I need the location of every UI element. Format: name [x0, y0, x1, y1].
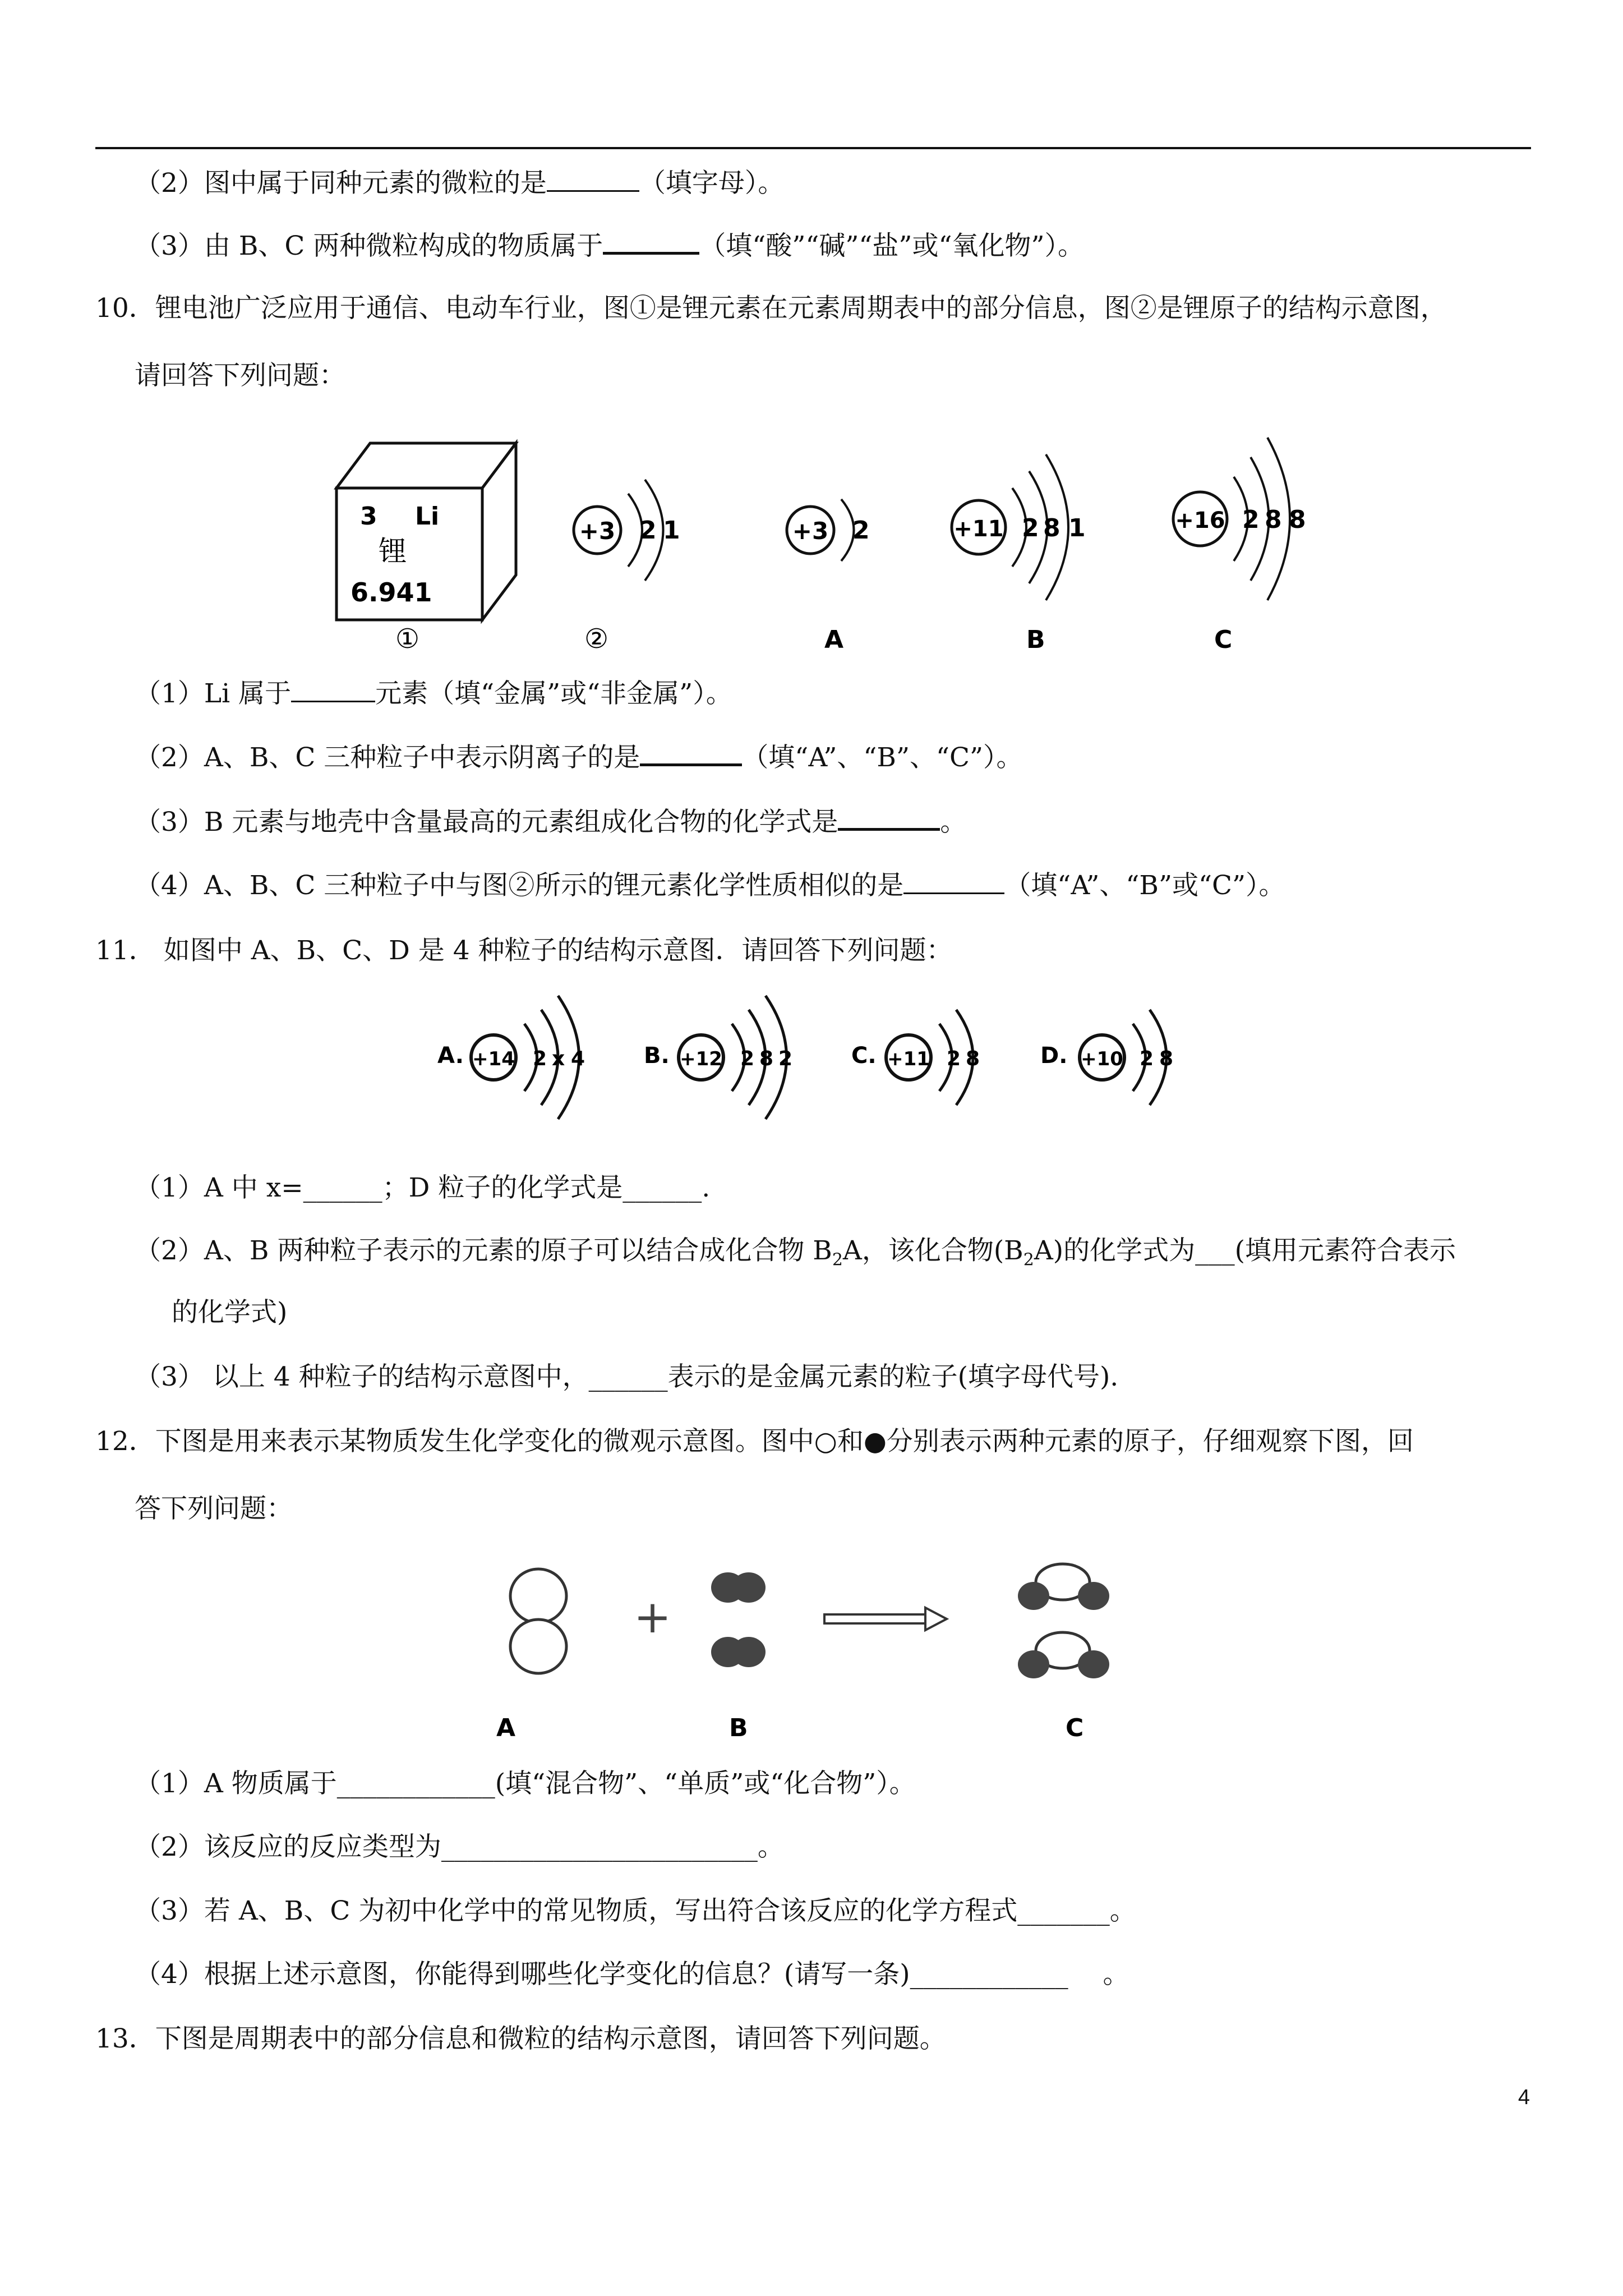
- svg-text:+3: +3: [579, 517, 616, 545]
- label-c: C: [1214, 625, 1233, 654]
- svg-text:+16: +16: [1175, 508, 1225, 533]
- atom-li: [574, 480, 680, 581]
- svg-text:2: 2: [1242, 505, 1260, 534]
- cell-mass: 6.941: [351, 577, 432, 608]
- q9-sub2-blank[interactable]: [547, 165, 639, 192]
- q12-stem-1: 12．下图是用来表示某物质发生化学变化的微观示意图。图中○和●分别表示两种元素的原子，仔细观察下图，回: [95, 1426, 1414, 1457]
- q11-sub1: （1）A 中 x=______；D 粒子的化学式是______.: [135, 1172, 711, 1203]
- q11-sub2-cont: 的化学式): [172, 1297, 288, 1328]
- q11-atom-a: [437, 996, 585, 1119]
- cell-number: 3: [360, 502, 377, 531]
- q9-sub2-text: （2）图中属于同种元素的微粒的是: [135, 168, 547, 199]
- label-a: A: [824, 625, 844, 654]
- svg-text:+11: +11: [953, 516, 1004, 542]
- q10-sub1-blank[interactable]: [291, 676, 375, 702]
- svg-text:2: 2: [1022, 514, 1039, 542]
- q12-sub2: （2）该反应的反应类型为________________________。: [135, 1832, 784, 1862]
- q9-sub3-blank[interactable]: [603, 227, 699, 255]
- label-1: ①: [395, 623, 420, 655]
- svg-text:2: 2: [778, 1047, 793, 1070]
- page-number: 4: [1518, 2086, 1530, 2109]
- svg-text:8: 8: [759, 1047, 774, 1070]
- q10-sub3-blank[interactable]: [838, 803, 940, 831]
- svg-text:C.: C.: [851, 1043, 877, 1069]
- q12-sub1: （1）A 物质属于____________(填“混合物”、“单质”或“化合物”）。: [135, 1768, 916, 1799]
- q11-sub3: （3） 以上 4 种粒子的结构示意图中，______表示的是金属元素的粒子(填字母代号).: [135, 1361, 1119, 1392]
- q10-stem-2: 请回答下列问题：: [135, 360, 345, 391]
- q10-sub2-blank[interactable]: [640, 739, 742, 766]
- svg-text:2: 2: [947, 1047, 961, 1070]
- q12-label-c: C: [1066, 1714, 1084, 1742]
- q11-atom-b: [644, 996, 792, 1119]
- label-2: ②: [584, 623, 609, 655]
- header-rule: [95, 147, 1531, 149]
- svg-text:2: 2: [533, 1047, 547, 1070]
- q10-sub1: （1）Li 属于 元素（填“金属”或“非金属”）。: [135, 676, 732, 711]
- svg-text:8: 8: [1265, 505, 1282, 534]
- svg-text:2: 2: [639, 516, 657, 545]
- svg-text:8: 8: [1159, 1047, 1174, 1070]
- svg-text:4: 4: [571, 1047, 585, 1070]
- molecule-b: [711, 1572, 766, 1667]
- svg-text:8: 8: [1043, 514, 1061, 542]
- atom-a: [787, 499, 870, 561]
- svg-text:2: 2: [740, 1047, 755, 1070]
- q9-sub3: [135, 227, 1084, 263]
- svg-text:2: 2: [1140, 1047, 1154, 1070]
- q12-label-a: A: [496, 1714, 516, 1742]
- q12-sub4: （4）根据上述示意图，你能得到哪些化学变化的信息？(请写一条)____________ 。: [135, 1959, 1129, 1990]
- q12-label-b: B: [729, 1714, 748, 1742]
- q10-sub4-blank[interactable]: [903, 868, 1004, 894]
- svg-text:+14: +14: [472, 1048, 515, 1070]
- label-b: B: [1026, 625, 1045, 654]
- molecule-a: [510, 1569, 566, 1673]
- q11-atom-c: [851, 1010, 980, 1105]
- svg-text:D.: D.: [1040, 1043, 1068, 1069]
- plus-sign: +: [634, 1591, 672, 1643]
- svg-text:A.: A.: [437, 1043, 464, 1069]
- q13-stem: 13．下图是周期表中的部分信息和微粒的结构示意图，请回答下列问题。: [95, 2023, 946, 2054]
- q11-figure: [432, 979, 1217, 1147]
- svg-text:1: 1: [663, 516, 680, 545]
- svg-text:+3: +3: [792, 517, 829, 545]
- reaction-arrow: [824, 1608, 947, 1630]
- svg-text:+11: +11: [887, 1048, 930, 1070]
- svg-text:B.: B.: [644, 1043, 670, 1069]
- svg-text:1: 1: [1068, 514, 1086, 542]
- q10-sub3: （3）B 元素与地壳中含量最高的元素组成化合物的化学式是 。: [135, 803, 966, 839]
- q10-stem-1: 10．锂电池广泛应用于通信、电动车行业，图①是锂元素在元素周期表中的部分信息，图②是锂原子的结构示意图，: [95, 293, 1447, 324]
- svg-text:+10: +10: [1081, 1048, 1123, 1070]
- q9-sub3-text: （3）由 B、C 两种微粒构成的物质属于: [135, 231, 603, 261]
- q10-sub4: （4）A、B、C 三种粒子中与图②所示的锂元素化学性质相似的是 （填“A”、“B”或“C”）。: [135, 868, 1285, 903]
- atom-b: [952, 454, 1086, 600]
- q12-sub3: （3）若 A、B、C 为初中化学中的常见物质，写出符合该反应的化学方程式_______。: [135, 1895, 1136, 1926]
- q9-sub3-tail: （填“酸”“碱”“盐”或“氧化物”）。: [699, 231, 1085, 261]
- svg-text:2: 2: [852, 516, 870, 545]
- q11-stem: 11． 如图中 A、B、C、D 是 4 种粒子的结构示意图．请回答下列问题：: [95, 935, 953, 966]
- atom-c: [1173, 438, 1306, 600]
- q9-sub2-tail: （填字母）。: [639, 168, 785, 199]
- q10-sub2: （2）A、B、C 三种粒子中表示阴离子的是 （填“A”、“B”、“C”）。: [135, 739, 1023, 775]
- cell-symbol: Li: [415, 502, 440, 531]
- element-cell: [336, 443, 516, 620]
- q11-sub2: （2）A、B 两种粒子表示的元素的原子可以结合成化合物 $B_2A$，该化合物$(B_2A)$的化学式为___(填用元素符合表示: [135, 1235, 1456, 1270]
- svg-text:8: 8: [1289, 505, 1306, 534]
- q10-figure: [314, 421, 1380, 662]
- molecule-c: [1018, 1564, 1109, 1678]
- svg-text:+12: +12: [680, 1048, 722, 1070]
- svg-text:8: 8: [966, 1047, 980, 1070]
- q11-atom-d: [1040, 1010, 1173, 1105]
- q12-stem-2: 答下列问题：: [135, 1493, 293, 1524]
- svg-text:x: x: [552, 1047, 565, 1070]
- cell-name: 锂: [379, 535, 407, 568]
- q9-sub2: [135, 165, 784, 200]
- q12-figure: [482, 1548, 1155, 1750]
